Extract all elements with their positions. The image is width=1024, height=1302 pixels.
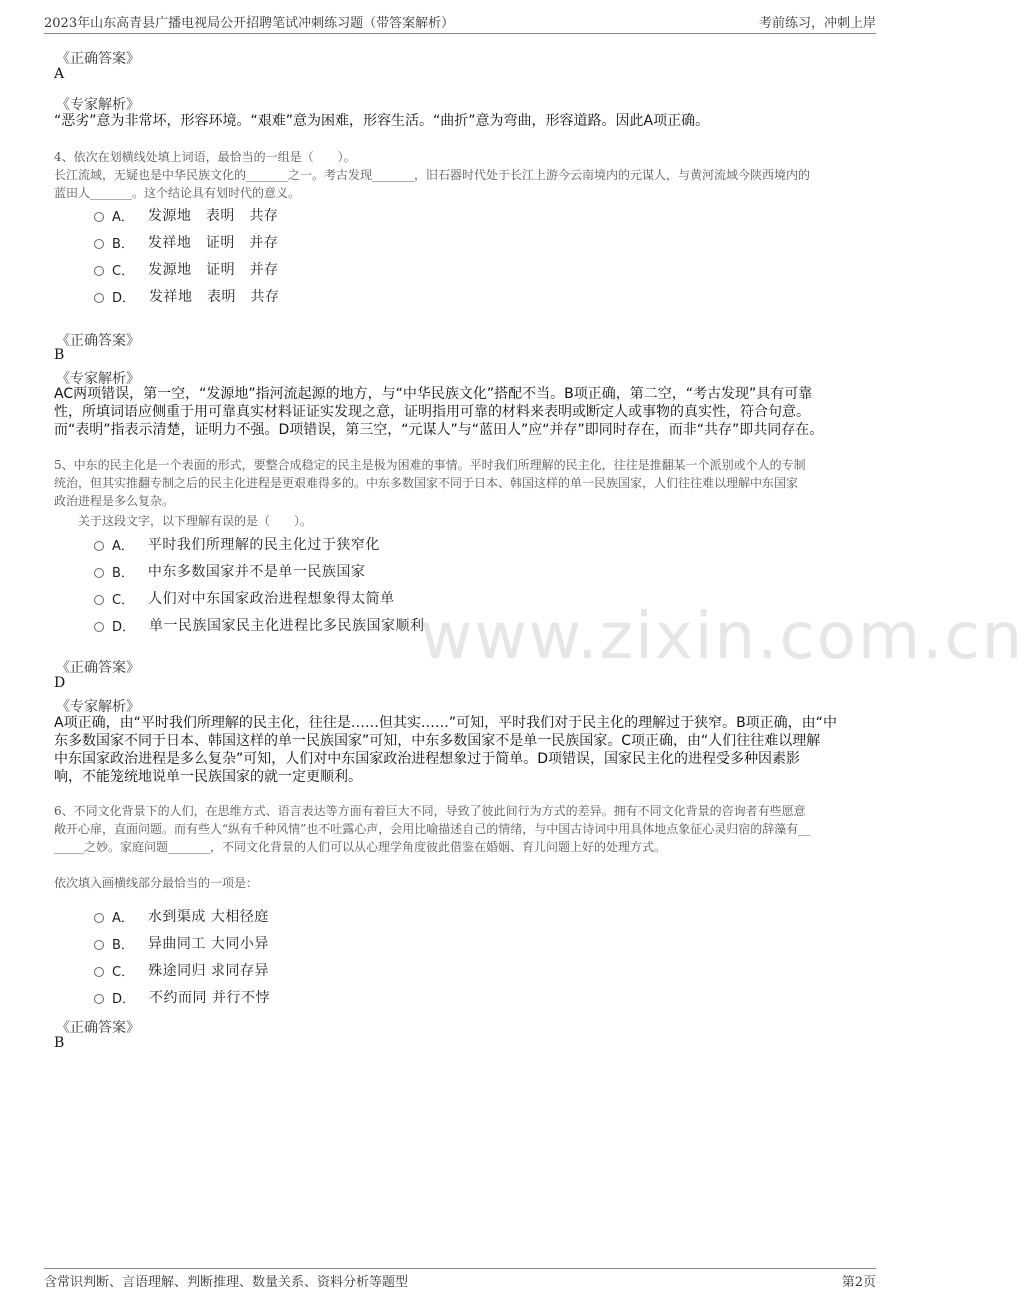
option-d[interactable] bbox=[94, 615, 425, 635]
question-prompt: 依次填入画横线部分最恰当的一项是： bbox=[54, 876, 259, 890]
answer-label: 《正确答案》 bbox=[56, 333, 140, 349]
option-key: C． bbox=[112, 263, 135, 279]
question-text-line: 蓝田人_______。这个结论具有划时代的意义。 bbox=[54, 186, 301, 200]
radio-button[interactable] bbox=[94, 212, 104, 222]
question-text-line: 5、中东的民主化是一个表面的形式，要整合成稳定的民主是极为困难的事情。平时我们所理解的民主化，往往是推翻某一个派别或个人的专制 bbox=[54, 458, 806, 472]
radio-button[interactable] bbox=[94, 541, 104, 551]
analysis-line: AC两项错误，第一空，“发源地”指河流起源的地方，与“中华民族文化”搭配不当。B项正确，第二空，“考古发现”具有可靠 bbox=[54, 386, 813, 402]
answer-value: D bbox=[54, 675, 66, 691]
option-d[interactable] bbox=[94, 987, 270, 1007]
option-d[interactable] bbox=[94, 286, 280, 306]
answer-value: B bbox=[54, 1035, 65, 1051]
header-slogan: 考前练习，冲刺上岸 bbox=[758, 16, 876, 31]
question-prompt: 关于这段文字，以下理解有误的是（ ）。 bbox=[78, 514, 313, 528]
footer-topics: 含常识判断、言语理解、判断推理、数量关系、资料分析等题型 bbox=[44, 1275, 409, 1290]
option-key: B． bbox=[112, 937, 134, 953]
option-b[interactable] bbox=[94, 232, 278, 252]
answer-label: 《正确答案》 bbox=[56, 660, 140, 676]
option-text: 异曲同工 大同小异 bbox=[147, 936, 269, 952]
analysis-line: A项正确，由“平时我们所理解的民主化，往往是……但其实……”可知，平时我们对于民主化的理解过于狭窄。B项正确，由“中 bbox=[54, 715, 837, 731]
option-key: B． bbox=[112, 565, 134, 581]
header-divider bbox=[44, 33, 876, 34]
option-key: D． bbox=[112, 991, 136, 1007]
option-c[interactable] bbox=[94, 259, 279, 279]
radio-button[interactable] bbox=[94, 913, 104, 923]
option-b[interactable] bbox=[94, 933, 269, 953]
answer-label: 《正确答案》 bbox=[56, 1020, 140, 1036]
document-title: 2023年山东高青县广播电视局公开招聘笔试冲刺练习题（带答案解析） bbox=[44, 16, 455, 31]
question-text-line: 政治进程是多么复杂。 bbox=[54, 494, 175, 508]
option-a[interactable] bbox=[94, 534, 380, 554]
option-text: 殊途同归 求同存异 bbox=[148, 963, 270, 979]
option-b[interactable] bbox=[94, 561, 365, 581]
answer-label: 《正确答案》 bbox=[56, 51, 140, 67]
page-header bbox=[44, 12, 876, 32]
option-text: 不约而同 并行不悖 bbox=[149, 990, 270, 1006]
question-text-line: 6、不同文化背景下的人们，在思维方式、语言表达等方面有着巨大不同，导致了彼此间行为方式的差异。拥有不同文化背景的咨询者有些愿意 bbox=[54, 804, 806, 818]
answer-value: B bbox=[54, 347, 65, 363]
option-key: C． bbox=[112, 964, 135, 980]
option-text: 单一民族国家民主化进程比多民族国家顺利 bbox=[149, 618, 425, 634]
question-text-line: 敞开心扉，直面问题。而有些人“纵有千种风情”也不吐露心声，会用比喻描述自己的情绪，与中国古诗词中用具体地点象征心灵归宿的辞藻有__ bbox=[54, 822, 811, 836]
analysis-label: 《专家解析》 bbox=[56, 699, 140, 715]
radio-button[interactable] bbox=[94, 239, 104, 249]
analysis-label: 《专家解析》 bbox=[56, 371, 140, 387]
option-text: 发源地 表明 共存 bbox=[147, 208, 279, 224]
page-footer bbox=[44, 1271, 876, 1291]
option-a[interactable] bbox=[94, 906, 269, 926]
watermark: www.zixin.com.cn bbox=[420, 600, 1024, 674]
option-text: 中东多数国家并不是单一民族国家 bbox=[147, 564, 366, 580]
option-text: 平时我们所理解的民主化过于狭窄化 bbox=[147, 537, 380, 553]
option-key: A． bbox=[112, 209, 134, 225]
option-key: D． bbox=[112, 619, 136, 635]
question-text-line: 统治，但其实推翻专制之后的民主化进程是更艰难得多的。中东多数国家不同于日本、韩国这样的单一民族国家，人们往往难以理解中东国家 bbox=[54, 476, 799, 490]
option-key: C． bbox=[112, 592, 135, 608]
radio-button[interactable] bbox=[94, 266, 104, 276]
analysis-text: “恶劣”意为非常坏，形容环境。“艰难”意为困难，形容生活。“曲折”意为弯曲，形容道路。因此A项正确。 bbox=[54, 113, 710, 129]
option-key: A． bbox=[112, 538, 134, 554]
analysis-line: 中东国家政治进程是多么复杂”可知，人们对中东国家政治进程想象过于简单。D项错误，国家民主化的进程受多种因素影 bbox=[54, 751, 801, 767]
option-c[interactable] bbox=[94, 960, 269, 980]
option-text: 发源地 证明 并存 bbox=[148, 262, 279, 278]
radio-button[interactable] bbox=[94, 967, 104, 977]
question-stem: 4、依次在划横线处填上词语，最恰当的一组是（ ）。 bbox=[54, 150, 356, 164]
radio-button[interactable] bbox=[94, 568, 104, 578]
option-text: 人们对中东国家政治进程想象得太简单 bbox=[148, 591, 395, 607]
option-key: A． bbox=[112, 910, 134, 926]
question-text-line: _____之妙。家庭问题_______，不同文化背景的人们可以从心理学角度彼此借鉴在婚姻、育儿问题上好的处理方式。 bbox=[54, 840, 667, 854]
option-key: D． bbox=[112, 290, 136, 306]
option-text: 发祥地 证明 并存 bbox=[147, 235, 279, 251]
analysis-line: 响，不能笼统地说单一民族国家的就一定更顺利。 bbox=[54, 769, 362, 785]
radio-button[interactable] bbox=[94, 595, 104, 605]
analysis-line: 东多数国家不同于日本、韩国这样的单一民族国家”可知，中东多数国家不是单一民族国家。C项正确，由“人们往往难以理解 bbox=[54, 733, 821, 749]
radio-button[interactable] bbox=[94, 940, 104, 950]
page-number: 第2页 bbox=[841, 1275, 876, 1290]
radio-button[interactable] bbox=[94, 622, 104, 632]
option-text: 水到渠成 大相径庭 bbox=[147, 909, 269, 925]
answer-value: A bbox=[54, 66, 65, 82]
radio-button[interactable] bbox=[94, 994, 104, 1004]
option-text: 发祥地 表明 共存 bbox=[149, 289, 280, 305]
option-a[interactable] bbox=[94, 205, 278, 225]
analysis-label: 《专家解析》 bbox=[56, 97, 140, 113]
analysis-line: 性，所填词语应侧重于用可靠真实材料证证实发现之意，证明指用可靠的材料来表明或断定人或事物的真实性，符合句意。 bbox=[54, 404, 810, 420]
radio-button[interactable] bbox=[94, 293, 104, 303]
analysis-line: 而“表明”指表示清楚，证明力不强。D项错误，第三空，“元谋人”与“蓝田人”应“并存”即同时存在，而非“共存”即共同存在。 bbox=[54, 422, 824, 438]
option-key: B． bbox=[112, 236, 134, 252]
footer-divider bbox=[44, 1268, 876, 1269]
question-text-line: 长江流域，无疑也是中华民族文化的_______之一。考古发现_______，旧石器时代处于长江上游今云南境内的元谋人，与黄河流域今陕西境内的 bbox=[54, 168, 811, 182]
option-c[interactable] bbox=[94, 588, 395, 608]
